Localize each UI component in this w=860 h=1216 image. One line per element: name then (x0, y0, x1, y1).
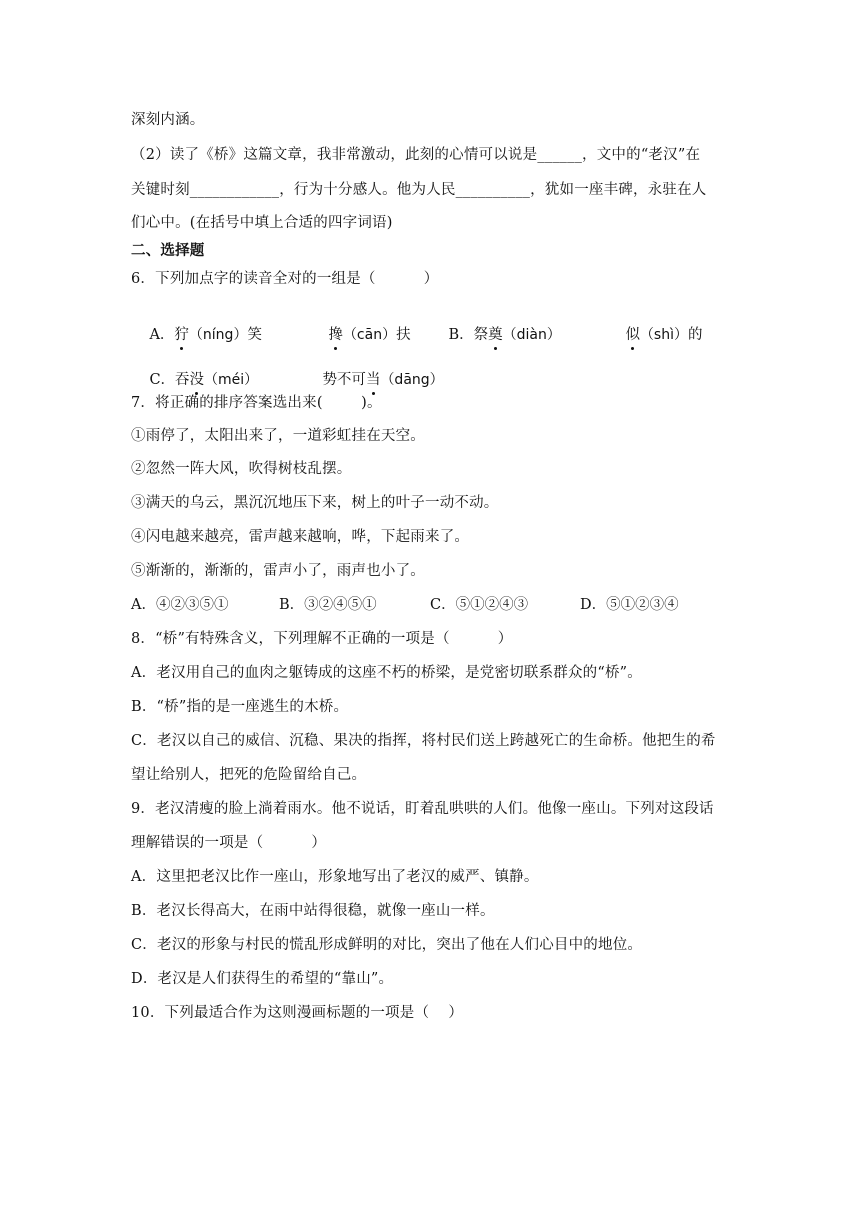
q7-option-a: A．④②③⑤① (131, 597, 229, 613)
q7-option-d: D．⑤①②③④ (580, 597, 679, 613)
dotted-char: 搀 (328, 327, 343, 343)
option-text: 笑 (247, 327, 262, 343)
q7-sentence: ④闪电越来越亮，雷声越来越响，哗，下起雨来了。 (131, 529, 470, 545)
question-8: 8．“桥”有特殊含义，下列理解不正确的一项是（ ） (131, 631, 513, 647)
text-line: 们心中。(在括号中填上合适的四字词语) (131, 215, 393, 231)
question-9-cont: 理解错误的一项是（ ） (131, 835, 327, 851)
q9-option-c: C．老汉的形象与村民的慌乱形成鲜明的对比，突出了他在人们心目中的地位。 (131, 937, 643, 953)
question-6: 6．下列加点字的读音全对的一组是（ ） (131, 271, 439, 287)
q9-option-a: A．这里把老汉比作一座山，形象地写出了老汉的威严、镇静。 (131, 869, 539, 885)
q7-sentence: ③满天的乌云，黑沉沉地压下来，树上的叶子一动不动。 (131, 495, 499, 511)
pinyin: （shì） (639, 327, 688, 343)
dotted-char: 似 (625, 327, 640, 343)
pinyin: （dāng） (380, 372, 444, 388)
text-line: 深刻内涵。 (131, 112, 205, 128)
text-line: 关键时刻____________，行为十分感人。他为人民__________，犹如一座丰碑，永驻在人 (131, 182, 707, 198)
q8-option-a: A．老汉用自己的血肉之躯铸成的这座不朽的桥梁，是党密切联系群众的“桥”。 (131, 665, 642, 681)
q9-option-d: D．老汉是人们获得生的希望的“靠山”。 (131, 971, 394, 987)
q9-option-b: B．老汉长得高大，在雨中站得很稳，就像一座山一样。 (131, 903, 495, 919)
pinyin: （diàn） (502, 327, 561, 343)
option-label: C．吞 (149, 372, 190, 388)
dotted-char: 奠 (488, 327, 503, 343)
q8-option-c: C．老汉以自己的威信、沉稳、果决的指挥，将村民们送上跨越死亡的生命桥。他把生的希 (131, 733, 716, 749)
pinyin: （cān） (342, 327, 397, 343)
q7-sentence: ⑤渐渐的，渐渐的，雷声小了，雨声也小了。 (131, 563, 425, 579)
option-label: B．祭 (448, 327, 489, 343)
dotted-char: 没 (189, 372, 205, 388)
q7-option-b: B．③②④⑤① (279, 597, 377, 613)
q8-option-c-cont: 望让给别人，把死的危险留给自己。 (131, 767, 367, 783)
question-7: 7．将正确的排序答案选出来( )。 (131, 395, 382, 411)
option-text: 扶 (396, 327, 411, 343)
option-text: 势不可 (322, 372, 366, 388)
q6-option-b (430, 305, 561, 365)
q7-sentence: ①雨停了，太阳出来了，一道彩虹挂在天空。 (131, 428, 425, 444)
question-10: 10．下列最适合作为这则漫画标题的一项是（ ） (131, 1005, 464, 1021)
section-heading: 二、选择题 (131, 242, 205, 259)
dotted-char: 狞 (174, 327, 189, 343)
option-label: A． (149, 327, 175, 343)
dotted-char: 当 (365, 372, 381, 388)
q8-option-b: B．“桥”指的是一座逃生的木桥。 (131, 699, 349, 715)
question-9: 9．老汉清瘦的脸上淌着雨水。他不说话，盯着乱哄哄的人们。他像一座山。下列对这段话 (131, 801, 714, 817)
q7-sentence: ②忽然一阵大风，吹得树枝乱摆。 (131, 461, 352, 477)
text-line: （2）读了《桥》这篇文章，我非常激动，此刻的心情可以说是______，文中的“老汉”在 (131, 147, 701, 163)
option-text: 的 (688, 327, 703, 343)
pinyin: （méi） (204, 372, 259, 388)
q7-option-c: C．⑤①②④③ (430, 597, 529, 613)
q6-option-b-word2 (607, 305, 703, 365)
pinyin: （níng） (188, 327, 248, 343)
